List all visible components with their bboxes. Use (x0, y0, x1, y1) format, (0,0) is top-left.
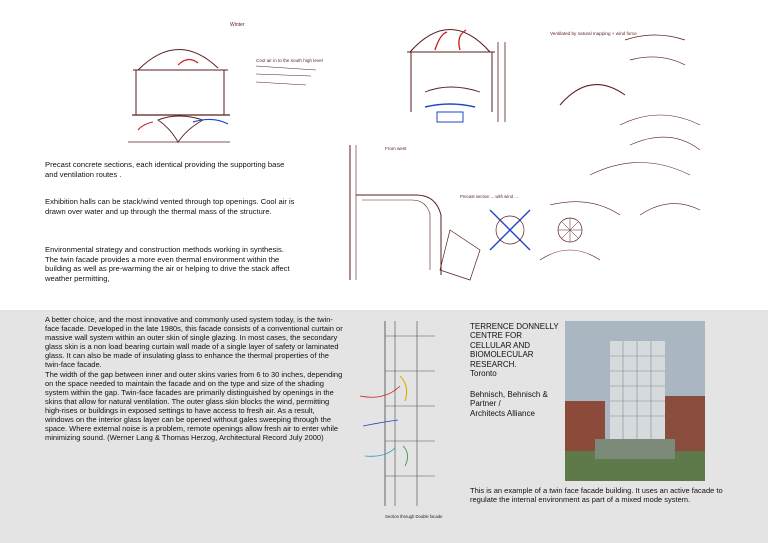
exhibition-hall-section-sketch (118, 20, 348, 160)
stack-vent-section-sketch (395, 12, 525, 142)
precast-section-annotation: Precast section ... with wind ... (460, 194, 518, 199)
precast-element-sketches (340, 140, 540, 295)
architects-credit: Behnisch, Behnisch & Partner / Architects Alliance (470, 390, 548, 418)
building-caption: This is an example of a twin face facade building. It uses an active facade to regulate the internal environment as part of a mixed mode system. (470, 486, 723, 505)
building-title: TERRENCE DONNELLY CENTRE FOR CELLULAR AND BIOMOLECULAR RESEARCH. Toronto (470, 322, 559, 379)
from-west-annotation: From west (385, 146, 407, 151)
exhibition-note: Exhibition halls can be stack/wind vented through top openings. Cool air is drawn over water and up through the thermal mass of the structure. (45, 197, 295, 216)
environmental-note: Environmental strategy and construction methods working in synthesis. The twin facade provides a more even thermal environment within the building as well as pre-warming the air or helping to drive the stack affect weather permitting, (45, 245, 290, 283)
ventilated-annotation: Ventilated by natural mapping + wind force (550, 31, 637, 36)
double-facade-section-drawing (355, 316, 465, 531)
section-caption: Section through Double facade (385, 514, 443, 519)
cool-air-annotation: Cool air in to the south high level (256, 58, 323, 63)
building-photo (565, 321, 705, 481)
roof-detail-sketches (530, 15, 755, 285)
winter-annotation: Winter (230, 22, 245, 28)
twin-face-facade-text: A better choice, and the most innovative and commonly used system today, is the twin-face facade. Developed in the late 1980s, this facade consists of a conventional curtain or massive wall system within an outer skin of single glazing. In most cases, the secondary glass skin is a non load bearing curtain wall made of a single layer of safety or laminated glass. It can also be made of insulating glass to enhance the thermal properties of the twin-face facade. The width of the gap between inner and outer skins varies from 6 to 30 inches, depending on the space needed to maintain the facade and on the type and size of the shading system within the gap. Twin-face facades are primarily distinguished by openings in the skins that allow for natural ventilation. The outer glass skin blocks the wind, permitting high-rises or buildings in exposed settings to have access to fresh air. As a result, windows on the interior glass layer can be opened without gales sweeping through the space. Where external noise is a problem, remote openings allow fresh air to enter while minimizing sound. (Werner Lang & Thomas Herzog, Architectural Record July 2000) (45, 315, 343, 443)
precast-note: Precast concrete sections, each identical providing the supporting base and ventilation routes . (45, 160, 285, 179)
